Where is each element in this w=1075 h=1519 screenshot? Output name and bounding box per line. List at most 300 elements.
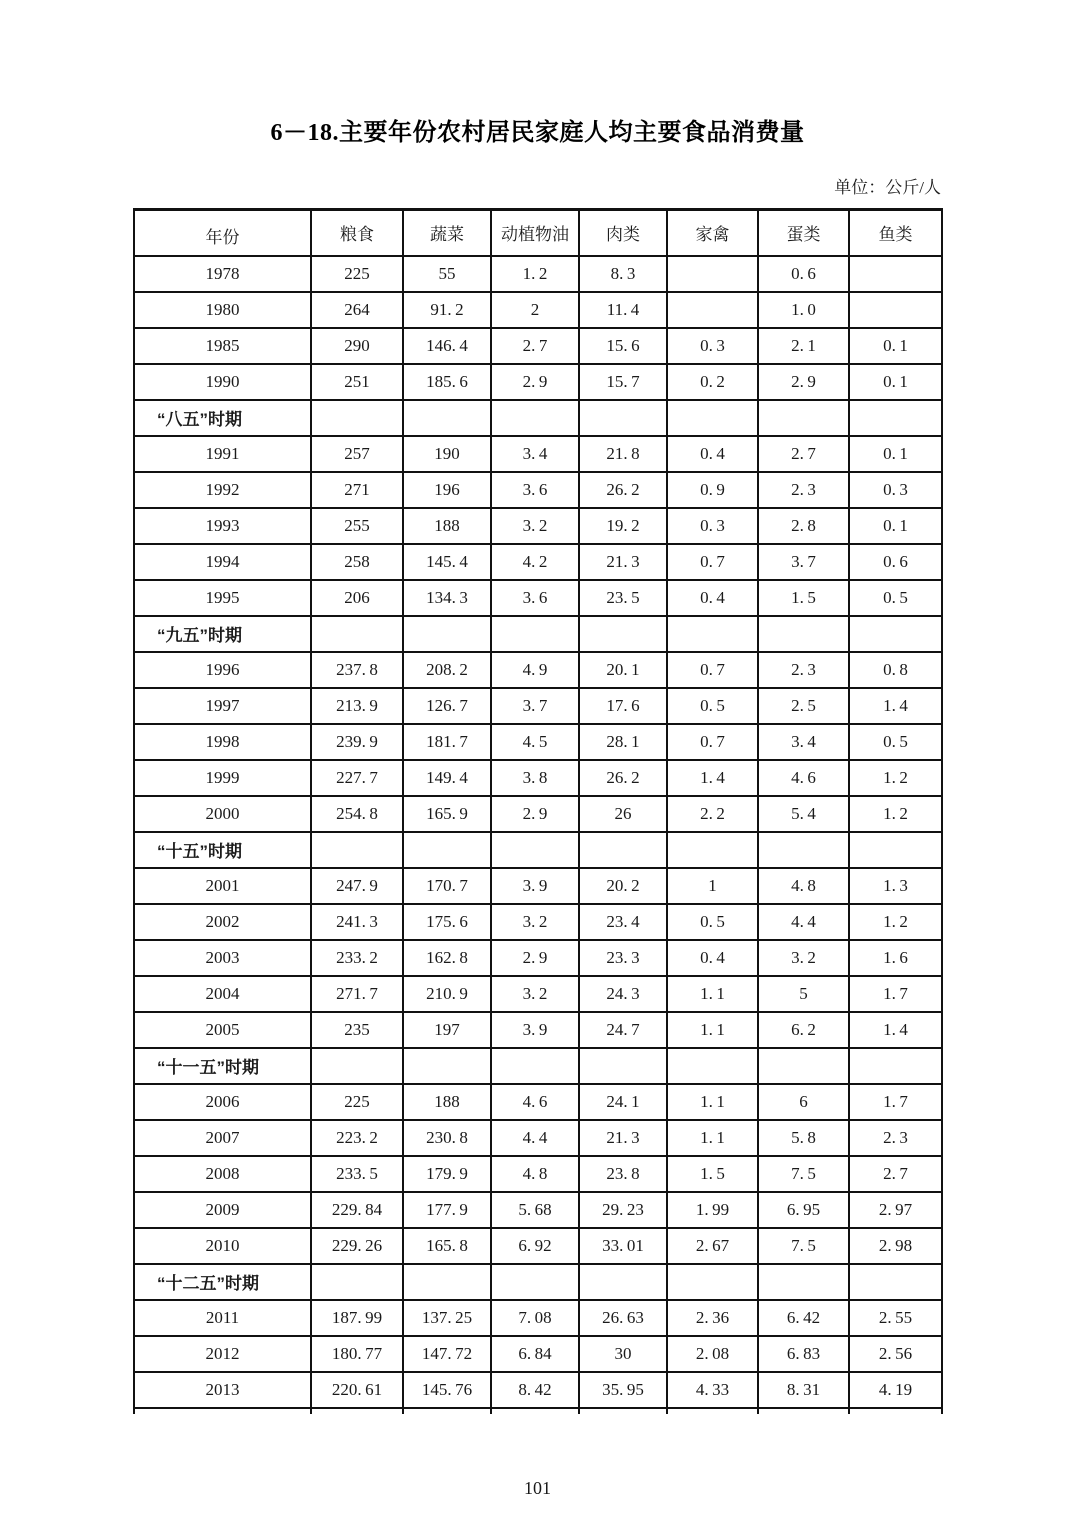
value-cell: 0. 6 [849, 544, 942, 580]
value-cell: 35. 95 [579, 1372, 667, 1408]
value-cell: 3. 6 [491, 580, 579, 616]
value-cell: 179. 9 [403, 1156, 491, 1192]
value-cell: 2. 97 [849, 1192, 942, 1228]
value-cell: 3. 8 [491, 760, 579, 796]
value-cell: 197 [403, 1012, 491, 1048]
value-cell: 2. 7 [849, 1156, 942, 1192]
value-cell: 1. 2 [849, 904, 942, 940]
value-cell: 175. 6 [403, 904, 491, 940]
year-cell: 2007 [134, 1120, 311, 1156]
value-cell [758, 616, 849, 652]
year-cell: 1978 [134, 256, 311, 292]
value-cell: 91. 2 [403, 292, 491, 328]
value-cell: 7. 5 [758, 1228, 849, 1264]
value-cell [667, 832, 758, 868]
value-cell [667, 292, 758, 328]
value-cell: 0. 5 [849, 580, 942, 616]
year-cell: 1980 [134, 292, 311, 328]
table-row [134, 328, 942, 364]
value-cell [311, 1264, 403, 1300]
column-header: 动植物油 [491, 210, 579, 256]
year-cell: 2004 [134, 976, 311, 1012]
value-cell: 1 [667, 868, 758, 904]
value-cell: 0. 9 [667, 472, 758, 508]
value-cell: 239. 9 [311, 724, 403, 760]
value-cell: 3. 2 [758, 940, 849, 976]
value-cell [311, 1048, 403, 1084]
value-cell: 3. 9 [491, 1012, 579, 1048]
value-cell: 251 [311, 364, 403, 400]
value-cell: 1. 4 [667, 760, 758, 796]
value-cell: 2. 7 [758, 436, 849, 472]
value-cell: 208. 2 [403, 652, 491, 688]
value-cell: 165. 8 [403, 1228, 491, 1264]
value-cell: 19. 2 [579, 508, 667, 544]
value-cell: 26. 63 [579, 1300, 667, 1336]
value-cell: 2. 56 [849, 1336, 942, 1372]
value-cell [758, 1264, 849, 1300]
value-cell: 26 [579, 796, 667, 832]
value-cell: 4. 4 [491, 1120, 579, 1156]
value-cell: 0. 3 [667, 328, 758, 364]
value-cell: 0. 1 [849, 436, 942, 472]
value-cell: 0. 6 [758, 256, 849, 292]
value-cell: 0. 1 [849, 508, 942, 544]
column-header: 鱼类 [849, 210, 942, 256]
value-cell: 2. 8 [758, 508, 849, 544]
value-cell: 3. 7 [491, 688, 579, 724]
value-cell: 2. 3 [758, 652, 849, 688]
value-cell: 187. 99 [311, 1300, 403, 1336]
table-row [134, 760, 942, 796]
value-cell: 188 [403, 1084, 491, 1120]
value-cell: 24. 1 [579, 1084, 667, 1120]
year-cell: 2011 [134, 1300, 311, 1336]
value-cell: 6. 84 [491, 1336, 579, 1372]
value-cell: 145. 76 [403, 1372, 491, 1408]
value-cell: 8. 3 [579, 256, 667, 292]
year-cell: 1993 [134, 508, 311, 544]
value-cell: 4. 8 [491, 1156, 579, 1192]
value-cell: 21. 8 [579, 436, 667, 472]
value-cell: 23. 8 [579, 1156, 667, 1192]
value-cell [667, 616, 758, 652]
year-cell: “九五”时期 [134, 616, 311, 652]
value-cell: 227. 7 [311, 760, 403, 796]
value-cell [849, 1048, 942, 1084]
value-cell: 3. 9 [491, 868, 579, 904]
year-cell: 1997 [134, 688, 311, 724]
value-cell: 149. 4 [403, 760, 491, 796]
value-cell: 229. 84 [311, 1192, 403, 1228]
value-cell: 145. 4 [403, 544, 491, 580]
year-cell: 2009 [134, 1192, 311, 1228]
value-cell: 1. 2 [849, 796, 942, 832]
year-cell: 2003 [134, 940, 311, 976]
year-cell: 1994 [134, 544, 311, 580]
value-cell: 1. 99 [667, 1192, 758, 1228]
value-cell: 5 [758, 976, 849, 1012]
value-cell: 230. 8 [403, 1120, 491, 1156]
value-cell: 1. 4 [849, 1012, 942, 1048]
value-cell: 0. 3 [667, 508, 758, 544]
value-cell [311, 616, 403, 652]
table-row [134, 292, 942, 328]
value-cell: 2. 2 [667, 796, 758, 832]
value-cell: 2. 1 [758, 328, 849, 364]
column-header: 年份 [134, 210, 311, 256]
table-row [134, 436, 942, 472]
value-cell [849, 292, 942, 328]
value-cell: 181. 7 [403, 724, 491, 760]
section-row [134, 832, 942, 868]
value-cell: 0. 7 [667, 724, 758, 760]
value-cell: 21. 3 [579, 1120, 667, 1156]
year-cell: “十一五”时期 [134, 1048, 311, 1084]
column-header: 蛋类 [758, 210, 849, 256]
value-cell: 0. 1 [849, 328, 942, 364]
value-cell: 271 [311, 472, 403, 508]
table-row [134, 724, 942, 760]
value-cell: 3. 6 [491, 472, 579, 508]
value-cell: 1. 1 [667, 976, 758, 1012]
table-row [134, 364, 942, 400]
value-cell: 170. 7 [403, 868, 491, 904]
value-cell: 4. 19 [849, 1372, 942, 1408]
value-cell: 2. 9 [491, 364, 579, 400]
value-cell [758, 400, 849, 436]
table-row [134, 256, 942, 292]
table-row [134, 1012, 942, 1048]
value-cell: 6 [758, 1084, 849, 1120]
value-cell: 20. 1 [579, 652, 667, 688]
value-cell: 1. 6 [849, 940, 942, 976]
value-cell: 26. 2 [579, 760, 667, 796]
value-cell: 20. 2 [579, 868, 667, 904]
value-cell: 271. 7 [311, 976, 403, 1012]
value-cell: 4. 4 [758, 904, 849, 940]
table-row [134, 472, 942, 508]
value-cell: 233. 5 [311, 1156, 403, 1192]
year-cell: “十五”时期 [134, 832, 311, 868]
value-cell: 8. 31 [758, 1372, 849, 1408]
value-cell: 55 [403, 256, 491, 292]
value-cell: 1. 2 [849, 760, 942, 796]
table-row [134, 1300, 942, 1336]
value-cell: 11. 4 [579, 292, 667, 328]
value-cell: 1. 1 [667, 1084, 758, 1120]
section-row [134, 1048, 942, 1084]
value-cell: 7. 5 [758, 1156, 849, 1192]
value-cell: 33. 01 [579, 1228, 667, 1264]
value-cell: 2. 08 [667, 1336, 758, 1372]
value-cell: 6. 95 [758, 1192, 849, 1228]
year-cell: 2002 [134, 904, 311, 940]
value-cell: 1. 7 [849, 1084, 942, 1120]
year-cell: 2012 [134, 1336, 311, 1372]
value-cell [758, 832, 849, 868]
value-cell: 4. 8 [758, 868, 849, 904]
year-cell: 2000 [134, 796, 311, 832]
value-cell [403, 1264, 491, 1300]
value-cell: 213. 9 [311, 688, 403, 724]
value-cell: 162. 8 [403, 940, 491, 976]
value-cell [491, 616, 579, 652]
value-cell [579, 400, 667, 436]
value-cell: 185. 6 [403, 364, 491, 400]
value-cell: 3. 2 [491, 976, 579, 1012]
page-number: 101 [524, 1478, 551, 1498]
stub-cell [311, 1408, 403, 1414]
value-cell: 23. 3 [579, 940, 667, 976]
value-cell: 190 [403, 436, 491, 472]
year-cell: 1985 [134, 328, 311, 364]
value-cell: 24. 7 [579, 1012, 667, 1048]
table-row [134, 652, 942, 688]
value-cell: 2. 9 [491, 796, 579, 832]
table-row [134, 508, 942, 544]
year-cell: 2013 [134, 1372, 311, 1408]
value-cell: 137. 25 [403, 1300, 491, 1336]
value-cell: 146. 4 [403, 328, 491, 364]
value-cell: 3. 2 [491, 508, 579, 544]
value-cell [311, 832, 403, 868]
value-cell [667, 1048, 758, 1084]
value-cell [491, 400, 579, 436]
value-cell [579, 1264, 667, 1300]
table-row [134, 868, 942, 904]
column-header: 肉类 [579, 210, 667, 256]
value-cell: 1. 5 [758, 580, 849, 616]
value-cell: 4. 5 [491, 724, 579, 760]
value-cell: 257 [311, 436, 403, 472]
value-cell [667, 400, 758, 436]
stub-cell [579, 1408, 667, 1414]
value-cell: 225 [311, 1084, 403, 1120]
value-cell [579, 832, 667, 868]
value-cell: 2. 5 [758, 688, 849, 724]
value-cell: 196 [403, 472, 491, 508]
year-cell: 1991 [134, 436, 311, 472]
table-cut-stub [134, 1408, 942, 1414]
table-row [134, 544, 942, 580]
year-cell: 1998 [134, 724, 311, 760]
value-cell: 255 [311, 508, 403, 544]
section-row [134, 616, 942, 652]
value-cell: 223. 2 [311, 1120, 403, 1156]
table-row [134, 976, 942, 1012]
value-cell: 6. 83 [758, 1336, 849, 1372]
value-cell: 0. 5 [667, 904, 758, 940]
value-cell: 0. 4 [667, 436, 758, 472]
value-cell: 147. 72 [403, 1336, 491, 1372]
value-cell: 0. 5 [667, 688, 758, 724]
section-row [134, 1264, 942, 1300]
value-cell: 258 [311, 544, 403, 580]
value-cell: 2. 98 [849, 1228, 942, 1264]
value-cell: 2. 9 [491, 940, 579, 976]
value-cell [849, 256, 942, 292]
value-cell [491, 832, 579, 868]
value-cell: 0. 5 [849, 724, 942, 760]
value-cell: 4. 9 [491, 652, 579, 688]
value-cell: 28. 1 [579, 724, 667, 760]
value-cell: 237. 8 [311, 652, 403, 688]
value-cell: 2. 7 [491, 328, 579, 364]
stub-cell [758, 1408, 849, 1414]
value-cell: 1. 4 [849, 688, 942, 724]
value-cell: 2 [491, 292, 579, 328]
table-row [134, 904, 942, 940]
value-cell: 3. 2 [491, 904, 579, 940]
value-cell: 5. 68 [491, 1192, 579, 1228]
year-cell: 1990 [134, 364, 311, 400]
unit-label: 单位：公斤/人 [834, 178, 941, 197]
value-cell [403, 832, 491, 868]
value-cell: 26. 2 [579, 472, 667, 508]
column-header: 蔬菜 [403, 210, 491, 256]
page-title: 6－18.主要年份农村居民家庭人均主要食品消费量 [270, 120, 805, 146]
value-cell: 235 [311, 1012, 403, 1048]
value-cell: 1. 7 [849, 976, 942, 1012]
year-cell: 1999 [134, 760, 311, 796]
value-cell [667, 256, 758, 292]
stub-cell [849, 1408, 942, 1414]
year-cell: 2005 [134, 1012, 311, 1048]
value-cell [849, 400, 942, 436]
value-cell: 2. 3 [849, 1120, 942, 1156]
value-cell: 188 [403, 508, 491, 544]
value-cell: 21. 3 [579, 544, 667, 580]
value-cell: 165. 9 [403, 796, 491, 832]
value-cell [311, 400, 403, 436]
value-cell: 3. 7 [758, 544, 849, 580]
value-cell: 126. 7 [403, 688, 491, 724]
value-cell: 0. 7 [667, 544, 758, 580]
value-cell: 2. 9 [758, 364, 849, 400]
value-cell: 1. 5 [667, 1156, 758, 1192]
table-row [134, 796, 942, 832]
table-row [134, 1192, 942, 1228]
value-cell: 2. 3 [758, 472, 849, 508]
value-cell: 24. 3 [579, 976, 667, 1012]
value-cell [403, 1048, 491, 1084]
value-cell [849, 832, 942, 868]
value-cell: 177. 9 [403, 1192, 491, 1228]
value-cell: 4. 6 [491, 1084, 579, 1120]
value-cell: 30 [579, 1336, 667, 1372]
value-cell: 6. 2 [758, 1012, 849, 1048]
value-cell: 247. 9 [311, 868, 403, 904]
value-cell: 0. 3 [849, 472, 942, 508]
value-cell: 0. 8 [849, 652, 942, 688]
year-cell: 2008 [134, 1156, 311, 1192]
year-cell: 2001 [134, 868, 311, 904]
value-cell: 0. 1 [849, 364, 942, 400]
value-cell: 134. 3 [403, 580, 491, 616]
value-cell: 23. 5 [579, 580, 667, 616]
value-cell: 15. 6 [579, 328, 667, 364]
value-cell [667, 1264, 758, 1300]
value-cell [403, 616, 491, 652]
value-cell [579, 616, 667, 652]
section-row [134, 400, 942, 436]
stub-cell [667, 1408, 758, 1414]
value-cell: 4. 33 [667, 1372, 758, 1408]
table-row [134, 940, 942, 976]
value-cell: 264 [311, 292, 403, 328]
value-cell: 210. 9 [403, 976, 491, 1012]
year-cell: 1992 [134, 472, 311, 508]
value-cell: 1. 2 [491, 256, 579, 292]
value-cell [491, 1264, 579, 1300]
value-cell: 0. 7 [667, 652, 758, 688]
table-row [134, 1156, 942, 1192]
column-header: 家禽 [667, 210, 758, 256]
value-cell: 0. 4 [667, 940, 758, 976]
value-cell: 1. 1 [667, 1012, 758, 1048]
value-cell: 0. 4 [667, 580, 758, 616]
value-cell: 229. 26 [311, 1228, 403, 1264]
value-cell: 1. 1 [667, 1120, 758, 1156]
table-row [134, 688, 942, 724]
value-cell: 2. 67 [667, 1228, 758, 1264]
value-cell: 241. 3 [311, 904, 403, 940]
header-row [134, 210, 942, 256]
table-row [134, 1084, 942, 1120]
table-row [134, 1336, 942, 1372]
value-cell: 23. 4 [579, 904, 667, 940]
stub-cell [491, 1408, 579, 1414]
value-cell: 3. 4 [491, 436, 579, 472]
year-cell: “十二五”时期 [134, 1264, 311, 1300]
value-cell: 6. 92 [491, 1228, 579, 1264]
value-cell: 7. 08 [491, 1300, 579, 1336]
value-cell [579, 1048, 667, 1084]
value-cell: 290 [311, 328, 403, 364]
value-cell [849, 616, 942, 652]
table-header [134, 210, 942, 256]
table-row [134, 1228, 942, 1264]
year-cell: 1995 [134, 580, 311, 616]
table-row [134, 1120, 942, 1156]
year-cell: “八五”时期 [134, 400, 311, 436]
food-consumption-table [133, 208, 943, 1414]
value-cell: 225 [311, 256, 403, 292]
value-cell: 5. 4 [758, 796, 849, 832]
value-cell: 15. 7 [579, 364, 667, 400]
value-cell: 233. 2 [311, 940, 403, 976]
table-row [134, 580, 942, 616]
value-cell: 6. 42 [758, 1300, 849, 1336]
value-cell [491, 1048, 579, 1084]
value-cell: 17. 6 [579, 688, 667, 724]
value-cell: 2. 55 [849, 1300, 942, 1336]
stub-cell [134, 1408, 311, 1414]
value-cell: 0. 2 [667, 364, 758, 400]
value-cell: 8. 42 [491, 1372, 579, 1408]
column-header: 粮食 [311, 210, 403, 256]
value-cell [403, 400, 491, 436]
value-cell: 2. 36 [667, 1300, 758, 1336]
value-cell: 4. 2 [491, 544, 579, 580]
value-cell: 1. 3 [849, 868, 942, 904]
value-cell: 220. 61 [311, 1372, 403, 1408]
value-cell: 4. 6 [758, 760, 849, 796]
value-cell: 180. 77 [311, 1336, 403, 1372]
table-row [134, 1372, 942, 1408]
value-cell: 1. 0 [758, 292, 849, 328]
